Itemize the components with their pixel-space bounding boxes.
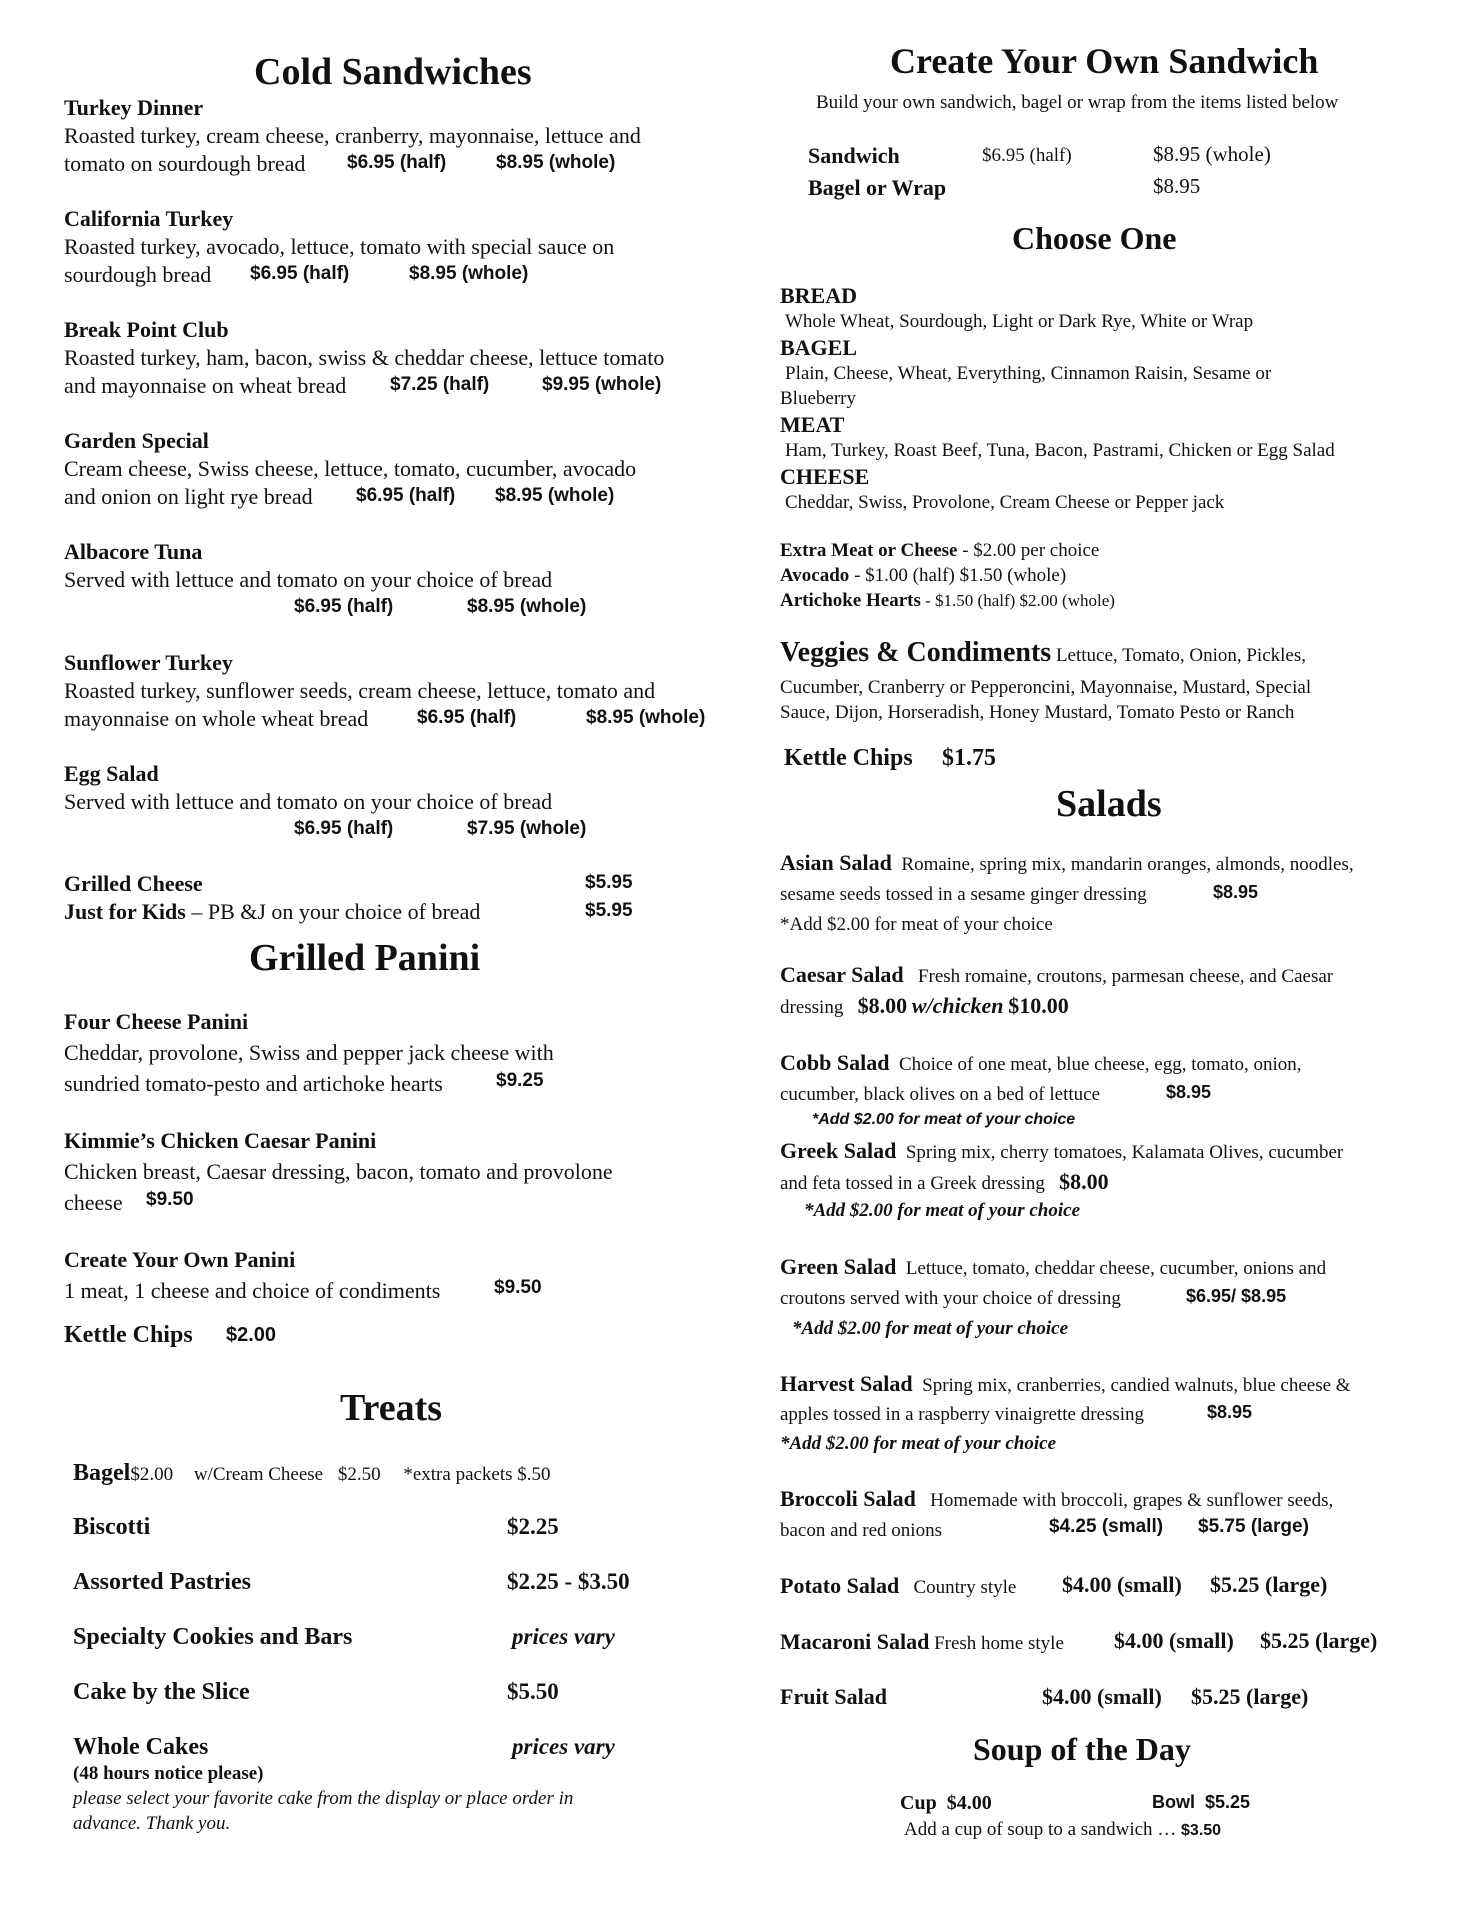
salad-name: Potato Salad	[780, 1573, 900, 1598]
treat-name: Whole Cakes	[73, 1734, 209, 1760]
salad-name: Harvest Salad	[780, 1371, 913, 1396]
grilled-cheese-name: Grilled Cheese	[64, 871, 203, 896]
price-half: $6.95 (half)	[294, 596, 394, 617]
treat-price: prices vary	[512, 1734, 615, 1759]
salad-addon: *Add $2.00 for meat of your choice	[780, 1433, 1057, 1454]
item-description: sourdough bread	[64, 262, 212, 287]
salad-description: and feta tossed in a Greek dressing	[780, 1173, 1045, 1194]
price-whole: $8.95 (whole)	[409, 263, 529, 284]
salad-description: sesame seeds tossed in a sesame ginger dressing	[780, 884, 1147, 905]
salads-title: Salads	[1056, 783, 1162, 825]
kids-item	[64, 898, 480, 926]
sandwich-whole-price: $8.95 (whole)	[1153, 142, 1271, 166]
salad-addon: *Add $2.00 for meat of your choice	[804, 1200, 1081, 1221]
extra-desc: - $2.00 per choice	[957, 540, 1100, 561]
soup-bowl	[1152, 1792, 1250, 1813]
salad-price-small: $4.00 (small)	[1062, 1572, 1182, 1597]
salad-description: Fresh home style	[934, 1633, 1064, 1654]
extra-packets: *extra packets $.50	[403, 1464, 551, 1485]
item-description: and mayonnaise on wheat bread	[64, 373, 347, 398]
price-half: $6.95 (half)	[347, 152, 447, 173]
price-half: $6.95 (half)	[356, 485, 456, 506]
cake-notice: (48 hours notice please)	[73, 1763, 264, 1784]
salad-description: Homemade with broccoli, grapes & sunflower seeds,	[930, 1490, 1334, 1511]
kids-name: Just for Kids	[64, 899, 186, 924]
sandwich-half-price: $6.95 (half)	[982, 145, 1072, 166]
extra-name: Extra Meat or Cheese	[780, 540, 958, 561]
panini-chips-price: $2.00	[226, 1324, 277, 1346]
category-options: Blueberry	[780, 388, 856, 409]
salad-name: Broccoli Salad	[780, 1486, 916, 1511]
item-name: Egg Salad	[64, 761, 159, 786]
item-name: Sunflower Turkey	[64, 650, 233, 675]
treat-price: $5.50	[507, 1679, 559, 1704]
cream-cheese-label: w/Cream Cheese	[193, 1464, 324, 1485]
category-name: BREAD	[780, 283, 858, 308]
item-description: 1 meat, 1 cheese and choice of condiments	[64, 1278, 441, 1303]
veggies-list: Cucumber, Cranberry or Pepperoncini, Mayonnaise, Mustard, Special	[780, 677, 1312, 698]
cold-sandwiches-title: Cold Sandwiches	[254, 51, 532, 93]
sandwich-name: Sandwich	[808, 143, 900, 168]
item-description: Cream cheese, Swiss cheese, lettuce, tomato, cucumber, avocado	[64, 456, 637, 481]
salad-description: apples tossed in a raspberry vinaigrette dressing	[780, 1404, 1145, 1425]
extra-item	[780, 538, 1099, 563]
veggies-title: Veggies & Condiments	[780, 637, 1052, 668]
item-name: Four Cheese Panini	[64, 1009, 249, 1034]
salad-description: croutons served with your choice of dressing	[780, 1288, 1121, 1309]
item-price: $9.50	[146, 1189, 194, 1210]
salad-price-small: $4.25 (small)	[1049, 1516, 1164, 1537]
salad-price-large: $5.75 (large)	[1198, 1516, 1309, 1537]
price-half: $6.95 (half)	[417, 707, 517, 728]
treat-price: $2.25 - $3.50	[507, 1569, 630, 1594]
item-description: Cheddar, provolone, Swiss and pepper jack cheese with	[64, 1040, 554, 1065]
cake-note: advance. Thank you.	[73, 1813, 231, 1834]
salad-price-small: $4.00 (small)	[1042, 1684, 1162, 1709]
salad-description: Spring mix, cherry tomatoes, Kalamata Olives, cucumber	[905, 1142, 1344, 1163]
salad-price: $8.00	[857, 993, 908, 1018]
salad-description: Choice of one meat, blue cheese, egg, tomato, onion,	[898, 1054, 1302, 1075]
salad-addon: *Add $2.00 for meat of your choice	[812, 1111, 1076, 1128]
item-name: Garden Special	[64, 428, 209, 453]
cyo-chips-name: Kettle Chips	[784, 745, 913, 771]
category-options: Whole Wheat, Sourdough, Light or Dark Rye, White or Wrap	[785, 311, 1254, 332]
price-whole: $9.95 (whole)	[542, 374, 662, 395]
veggies-list: Sauce, Dijon, Horseradish, Honey Mustard, Tomato Pesto or Ranch	[780, 702, 1295, 723]
salad-price: $8.00	[1059, 1169, 1109, 1194]
price-half: $6.95 (half)	[250, 263, 350, 284]
salad-name: Green Salad	[780, 1254, 897, 1279]
bagel-wrap-name: Bagel or Wrap	[808, 175, 947, 200]
item-description: Roasted turkey, avocado, lettuce, tomato with special sauce on	[64, 234, 615, 259]
cup-price: $4.00	[946, 1792, 992, 1814]
item-description: mayonnaise on whole wheat bread	[64, 706, 369, 731]
extra-desc: - $1.50 (half) $2.00 (whole)	[920, 591, 1115, 610]
item-description: Roasted turkey, cream cheese, cranberry, mayonnaise, lettuce and	[64, 123, 641, 148]
item-name: Kimmie’s Chicken Caesar Panini	[64, 1128, 377, 1153]
extra-name: Artichoke Hearts	[780, 590, 921, 611]
item-name: California Turkey	[64, 206, 234, 231]
salad-name: Asian Salad	[780, 850, 892, 875]
salad-description: Country style	[913, 1577, 1017, 1598]
soup-addon-price: $3.50	[1181, 1822, 1222, 1839]
treat-name: Specialty Cookies and Bars	[73, 1624, 353, 1650]
salad-price: $8.95	[1213, 882, 1259, 902]
bagel-row	[73, 1460, 551, 1487]
bagel-price: $2.00	[130, 1464, 174, 1485]
create-your-own-subtitle: Build your own sandwich, bagel or wrap from the items listed below	[816, 92, 1339, 113]
salad-description: bacon and red onions	[780, 1520, 942, 1541]
cream-cheese-price: $2.50	[337, 1464, 381, 1485]
treat-price: prices vary	[512, 1624, 615, 1649]
salad-name: Macaroni Salad	[780, 1629, 930, 1654]
category-options: Cheddar, Swiss, Provolone, Cream Cheese or Pepper jack	[785, 492, 1225, 513]
salad-description: Romaine, spring mix, mandarin oranges, almonds, noodles,	[901, 854, 1354, 875]
grilled-panini-title: Grilled Panini	[249, 937, 481, 979]
price-half: $6.95 (half)	[294, 818, 394, 839]
choose-one-title: Choose One	[1012, 220, 1177, 256]
salad-price: $8.95	[1207, 1402, 1253, 1422]
item-name: Albacore Tuna	[64, 539, 203, 564]
panini-chips-name: Kettle Chips	[64, 1322, 193, 1348]
price-whole: $8.95 (whole)	[586, 707, 706, 728]
item-price: $9.50	[494, 1277, 542, 1298]
salad-price-large: $5.25 (large)	[1210, 1572, 1328, 1597]
item-description: tomato on sourdough bread	[64, 151, 306, 176]
price-whole: $8.95 (whole)	[467, 596, 587, 617]
salad-name: Caesar Salad	[780, 962, 904, 987]
item-description: Served with lettuce and tomato on your choice of bread	[64, 567, 553, 592]
veggies-list: Lettuce, Tomato, Onion, Pickles,	[1051, 645, 1306, 666]
treat-name: Cake by the Slice	[73, 1679, 250, 1705]
soup-title: Soup of the Day	[973, 1731, 1191, 1767]
kids-description: – PB &J on your choice of bread	[185, 899, 481, 924]
item-description: and onion on light rye bread	[64, 484, 313, 509]
category-name: CHEESE	[780, 464, 870, 489]
create-your-own-title: Create Your Own Sandwich	[890, 41, 1319, 81]
salad-price: $6.95/ $8.95	[1186, 1286, 1287, 1306]
salad-name: Greek Salad	[780, 1138, 897, 1163]
extra-item	[780, 563, 1066, 588]
bowl-label: Bowl	[1152, 1792, 1195, 1812]
category-options: Plain, Cheese, Wheat, Everything, Cinnamon Raisin, Sesame or	[785, 363, 1272, 384]
treats-title: Treats	[340, 1387, 443, 1429]
category-options: Ham, Turkey, Roast Beef, Tuna, Bacon, Pastrami, Chicken or Egg Salad	[785, 440, 1335, 461]
item-description: Chicken breast, Caesar dressing, bacon, tomato and provolone	[64, 1159, 613, 1184]
extra-desc: - $1.00 (half) $1.50 (whole)	[849, 565, 1067, 586]
item-name: Turkey Dinner	[64, 95, 204, 120]
treat-name: Biscotti	[73, 1514, 151, 1540]
bagel-name: Bagel	[73, 1460, 131, 1486]
kids-price: $5.95	[585, 900, 633, 921]
salad-addon: *Add $2.00 for meat of your choice	[780, 914, 1053, 935]
salad-addon: *Add $2.00 for meat of your choice	[792, 1318, 1069, 1339]
salad-price-large: $5.25 (large)	[1191, 1684, 1309, 1709]
salad-price-large: $5.25 (large)	[1260, 1628, 1378, 1653]
treat-name: Assorted Pastries	[73, 1569, 251, 1595]
salad-description: dressing	[780, 997, 844, 1018]
treat-price: $2.25	[507, 1514, 559, 1539]
chicken-price: $10.00	[1008, 993, 1069, 1018]
salad-description: cucumber, black olives on a bed of lettuce	[780, 1084, 1101, 1105]
salad-name: Fruit Salad	[780, 1684, 887, 1709]
cup-label: Cup	[900, 1792, 937, 1814]
extra-item	[780, 588, 1115, 613]
price-whole: $7.95 (whole)	[467, 818, 587, 839]
salad-price-small: $4.00 (small)	[1114, 1628, 1234, 1653]
bagel-wrap-price: $8.95	[1153, 174, 1201, 198]
price-half: $7.25 (half)	[390, 374, 490, 395]
price-whole: $8.95 (whole)	[495, 485, 615, 506]
soup-addon-text: Add a cup of soup to a sandwich …	[904, 1819, 1177, 1840]
salad-price: $8.95	[1166, 1082, 1212, 1102]
grilled-cheese-price: $5.95	[585, 872, 633, 893]
price-whole: $8.95 (whole)	[496, 152, 616, 173]
item-name: Break Point Club	[64, 317, 229, 342]
veggies-condiments	[780, 637, 1306, 668]
cyo-chips-price: $1.75	[942, 745, 996, 771]
salad-name: Cobb Salad	[780, 1050, 890, 1075]
salad-description: Spring mix, cranberries, candied walnuts, blue cheese &	[922, 1375, 1351, 1396]
soup-cup	[900, 1792, 992, 1815]
item-description: Served with lettuce and tomato on your choice of bread	[64, 789, 553, 814]
chicken-option: w/chicken	[911, 993, 1004, 1018]
cake-note: please select your favorite cake from the display or place order in	[73, 1788, 574, 1809]
item-description: sundried tomato-pesto and artichoke hearts	[64, 1071, 443, 1096]
category-name: BAGEL	[780, 335, 858, 360]
soup-addon	[904, 1817, 1221, 1843]
salad-description: Lettuce, tomato, cheddar cheese, cucumber, onions and	[905, 1258, 1327, 1279]
bowl-price: $5.25	[1205, 1792, 1251, 1812]
item-description: Roasted turkey, ham, bacon, swiss & cheddar cheese, lettuce tomato	[64, 345, 665, 370]
item-name: Create Your Own Panini	[64, 1247, 296, 1272]
item-description: Roasted turkey, sunflower seeds, cream cheese, lettuce, tomato and	[64, 678, 656, 703]
item-description: cheese	[64, 1190, 123, 1215]
category-name: MEAT	[780, 412, 845, 437]
salad-description: Fresh romaine, croutons, parmesan cheese, and Caesar	[917, 966, 1334, 987]
item-price: $9.25	[496, 1070, 544, 1091]
extra-name: Avocado	[780, 565, 850, 586]
